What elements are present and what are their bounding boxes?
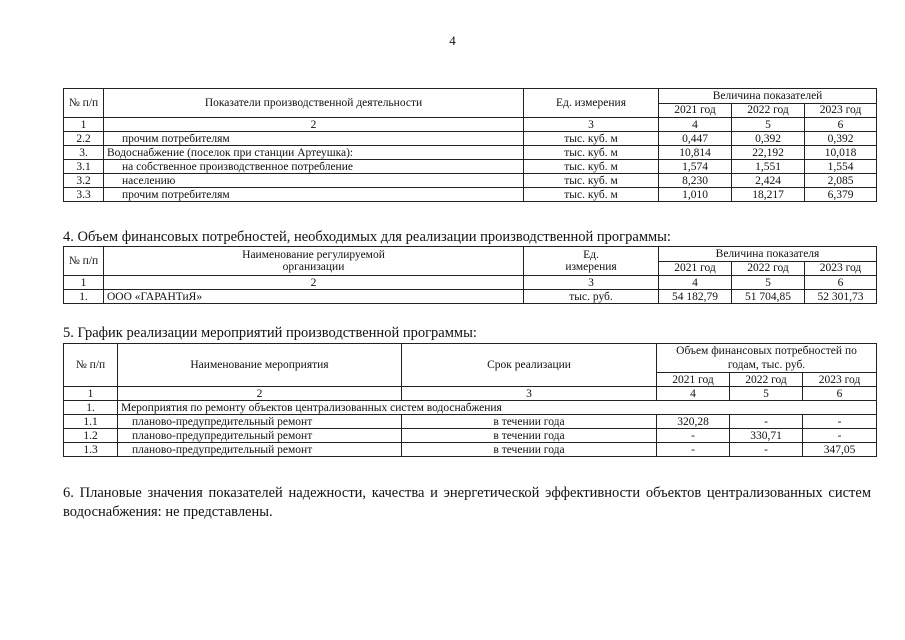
col-number: 6: [805, 118, 877, 132]
header-indicator: Показатели производственной деятельности: [104, 89, 524, 118]
col-number: 3: [524, 276, 659, 290]
row-unit: тыс. куб. м: [524, 174, 659, 188]
row-term: в течении года: [402, 415, 657, 429]
row-value: -: [730, 443, 803, 457]
row-value: 22,192: [732, 146, 805, 160]
row-num: 3.1: [64, 160, 104, 174]
row-num: 3.2: [64, 174, 104, 188]
row-unit: тыс. куб. м: [524, 188, 659, 202]
table-row: [64, 132, 877, 146]
row-unit: тыс. куб. м: [524, 132, 659, 146]
row-value: 0,447: [659, 132, 732, 146]
row-unit: тыс. руб.: [524, 290, 659, 304]
header-value-group: Величина показателей: [659, 89, 877, 104]
row-num: 2.2: [64, 132, 104, 146]
row-name: планово-предупредительный ремонт: [118, 429, 402, 443]
row-org: ООО «ГАРАНТиЯ»: [104, 290, 524, 304]
header-org: Наименование регулируемой организации: [104, 247, 524, 276]
row-value: 6,379: [805, 188, 877, 202]
table-row: [64, 415, 877, 429]
table-row: [64, 174, 877, 188]
header-num: № п/п: [64, 89, 104, 118]
col-number: 5: [732, 276, 805, 290]
row-value: 2,085: [805, 174, 877, 188]
header-year: 2022 год: [732, 261, 805, 276]
row-value: -: [803, 415, 877, 429]
col-number: 4: [657, 387, 730, 401]
column-numbers-row: [64, 118, 877, 132]
group-row: [64, 401, 877, 415]
row-value: -: [730, 415, 803, 429]
row-value: 52 301,73: [805, 290, 877, 304]
page-number: 4: [449, 33, 456, 48]
col-number: 4: [659, 276, 732, 290]
column-numbers-row: [64, 387, 877, 401]
col-number: 4: [659, 118, 732, 132]
row-term: в течении года: [402, 443, 657, 457]
row-value: 10,814: [659, 146, 732, 160]
row-num: 3.3: [64, 188, 104, 202]
col-number: 2: [104, 118, 524, 132]
row-value: 0,392: [805, 132, 877, 146]
row-value: 1,551: [732, 160, 805, 174]
row-name: планово-предупредительный ремонт: [118, 443, 402, 457]
row-num: 1.1: [64, 415, 118, 429]
col-number: 6: [803, 387, 877, 401]
row-value: 2,424: [732, 174, 805, 188]
section6-text: 6. Плановые значения показателей надежности, качества и энергетической эффективности объектов централизованных систем водоснабжения: не представлены.: [63, 485, 871, 520]
row-name: Водоснабжение (поселок при станции Артеушка):: [104, 146, 524, 160]
row-value: 18,217: [732, 188, 805, 202]
table-row: [64, 188, 877, 202]
table-row: [64, 443, 877, 457]
row-num: 1.: [64, 290, 104, 304]
col-number: 5: [730, 387, 803, 401]
header-value-group: Объем финансовых потребностей по годам, тыс. руб.: [657, 344, 877, 373]
row-num: 1.: [64, 401, 118, 415]
header-num: № п/п: [64, 344, 118, 387]
table-row: [64, 160, 877, 174]
row-value: 320,28: [657, 415, 730, 429]
row-name: планово-предупредительный ремонт: [118, 415, 402, 429]
table-row: [64, 429, 877, 443]
col-number: 1: [64, 118, 104, 132]
row-value: 54 182,79: [659, 290, 732, 304]
row-value: 51 704,85: [732, 290, 805, 304]
row-unit: тыс. куб. м: [524, 146, 659, 160]
row-name: Мероприятия по ремонту объектов централизованных систем водоснабжения: [118, 401, 877, 415]
col-number: 6: [805, 276, 877, 290]
row-value: 8,230: [659, 174, 732, 188]
header-value-group: Величина показателя: [659, 247, 877, 262]
row-value: -: [657, 429, 730, 443]
header-year: 2022 год: [732, 103, 805, 118]
row-num: 1.2: [64, 429, 118, 443]
row-value: 1,010: [659, 188, 732, 202]
activities-schedule-table: [63, 343, 877, 457]
header-year: 2021 год: [657, 373, 730, 387]
row-term: в течении года: [402, 429, 657, 443]
table-row: [64, 146, 877, 160]
row-name: населению: [104, 174, 524, 188]
financial-needs-table: [63, 246, 877, 304]
col-number: 3: [402, 387, 657, 401]
header-year: 2021 год: [659, 103, 732, 118]
header-term: Срок реализации: [402, 344, 657, 387]
row-unit: тыс. куб. м: [524, 160, 659, 174]
col-number: 2: [118, 387, 402, 401]
row-value: 1,554: [805, 160, 877, 174]
header-year: 2023 год: [805, 261, 877, 276]
header-unit: Ед. измерения: [524, 247, 659, 276]
header-year: 2022 год: [730, 373, 803, 387]
header-unit: Ед. измерения: [524, 89, 659, 118]
col-number: 2: [104, 276, 524, 290]
row-value: -: [657, 443, 730, 457]
production-indicators-table: [63, 88, 877, 202]
header-name: Наименование мероприятия: [118, 344, 402, 387]
row-num: 1.3: [64, 443, 118, 457]
row-value: 0,392: [732, 132, 805, 146]
row-value: 347,05: [803, 443, 877, 457]
row-value: -: [803, 429, 877, 443]
col-number: 1: [64, 387, 118, 401]
col-number: 3: [524, 118, 659, 132]
column-numbers-row: [64, 276, 877, 290]
row-name: на собственное производственное потребление: [104, 160, 524, 174]
row-name: прочим потребителям: [104, 188, 524, 202]
row-value: 330,71: [730, 429, 803, 443]
row-value: 1,574: [659, 160, 732, 174]
header-year: 2021 год: [659, 261, 732, 276]
col-number: 1: [64, 276, 104, 290]
row-value: 10,018: [805, 146, 877, 160]
row-name: прочим потребителям: [104, 132, 524, 146]
header-num: № п/п: [64, 247, 104, 276]
section4-title: 4. Объем финансовых потребностей, необходимых для реализации производственной программы:: [63, 229, 671, 245]
row-num: 3.: [64, 146, 104, 160]
header-year: 2023 год: [805, 103, 877, 118]
table-row: [64, 290, 877, 304]
section5-title: 5. График реализации мероприятий производственной программы:: [63, 325, 477, 341]
header-year: 2023 год: [803, 373, 877, 387]
col-number: 5: [732, 118, 805, 132]
